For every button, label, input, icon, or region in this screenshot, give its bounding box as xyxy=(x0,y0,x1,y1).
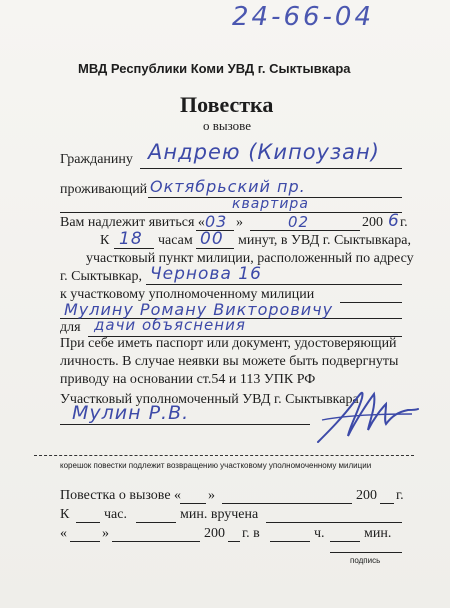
stub-note: корешок повестки подлежит возвращению участковому уполномоченному милиции xyxy=(60,461,372,470)
time-prefix: К xyxy=(100,233,110,248)
address-underline xyxy=(146,284,402,285)
stub-line3-month-underline xyxy=(112,541,200,542)
stub-line1-year-underline xyxy=(380,503,394,504)
stub-line2-minutes-underline xyxy=(136,522,176,523)
residing-underline-2 xyxy=(60,212,402,213)
citizen-label: Гражданину xyxy=(60,152,133,167)
purpose-label: для xyxy=(60,320,81,335)
officer-label-underline xyxy=(340,302,402,303)
appear-label: Вам надлежит явиться « xyxy=(60,215,205,230)
stub-line3-year-suffix: г. в xyxy=(242,526,260,541)
stub-line3-minute-underline xyxy=(330,541,360,542)
address-prefix: г. Сыктывкар, xyxy=(60,269,142,284)
instructions-line-1: При себе иметь паспорт или документ, удостоверяющий xyxy=(60,336,397,351)
signature-title: Участковый уполномоченный УВД г. Сыктывкара xyxy=(60,392,359,407)
appear-month: 02 xyxy=(288,213,310,231)
appear-quote-close: » xyxy=(236,215,243,230)
purpose-value: дачи объяснения xyxy=(94,316,246,334)
officer-name: Мулину Роману Викторовичу xyxy=(64,300,334,319)
stub-line3-year: 200 xyxy=(204,526,225,541)
stub-line2-prefix: К xyxy=(60,507,70,522)
stub-line2-name-underline xyxy=(266,522,402,523)
stub-line3-hour-underline xyxy=(270,541,310,542)
police-point-line: участковый пункт милиции, расположенный по адресу xyxy=(86,251,414,266)
stub-line2-delivered-label: мин. вручена xyxy=(180,507,259,522)
cut-line xyxy=(34,455,414,456)
officer-label: к участковому уполномоченному милиции xyxy=(60,287,315,302)
appear-year-suffix: г. xyxy=(400,215,408,230)
address-value: Чернова 16 xyxy=(150,264,262,284)
stub-line3-year-underline xyxy=(228,541,240,542)
header-organization: МВД Республики Коми УВД г. Сыктывкара xyxy=(78,61,351,76)
appear-year: 6 xyxy=(388,211,400,231)
residing-value-1: Октябрьский пр. xyxy=(150,177,306,196)
stub-line2-hours-label: час. xyxy=(104,507,127,522)
stub-line3-minute-label: мин. xyxy=(364,526,392,541)
citizen-underline xyxy=(140,168,402,169)
instructions-line-2: личность. В случае неявки вы можете быть подвергнуты xyxy=(60,354,399,369)
appear-day: 03 xyxy=(205,212,228,231)
instructions-line-3: приводу на основании ст.54 и 113 УПК РФ xyxy=(60,372,316,387)
time-hours-label: часам xyxy=(158,233,193,248)
stub-line3-hour-label: ч. xyxy=(314,526,325,541)
appear-year-prefix: 200 xyxy=(362,215,383,230)
residing-value-2: квартира xyxy=(232,196,309,212)
document-title: Повестка xyxy=(180,92,274,117)
stub-line1-quote-close: » xyxy=(208,488,215,503)
citizen-value: Андрею (Кипоузан) xyxy=(148,140,380,164)
stub-line1-suffix: г. xyxy=(396,488,404,503)
stub-signature-underline xyxy=(330,552,402,553)
stub-line1-year: 200 xyxy=(356,488,377,503)
stub-line3-quote-open: « xyxy=(60,526,67,541)
time-minutes: 00 xyxy=(200,229,224,249)
stub-line2-hours-underline xyxy=(76,522,100,523)
time-hours: 18 xyxy=(119,229,143,249)
stub-signature-label: подпись xyxy=(350,556,381,565)
residing-label: проживающий xyxy=(60,182,148,197)
signature-name: Мулин Р.В. xyxy=(72,402,190,424)
stub-line1-day-underline xyxy=(180,503,206,504)
signature-underline xyxy=(60,424,310,425)
time-minutes-label: минут, в УВД г. Сыктывкара, xyxy=(238,233,411,248)
stub-line1-month-underline xyxy=(222,503,352,504)
handwritten-signature-icon xyxy=(312,380,422,450)
handwritten-number: 24-66-04 xyxy=(232,2,375,32)
stub-line3-quote-close: » xyxy=(102,526,109,541)
stub-line3-day-underline xyxy=(70,541,100,542)
document-subtitle: о вызове xyxy=(203,118,252,133)
stub-line1-label: Повестка о вызове « xyxy=(60,488,182,503)
